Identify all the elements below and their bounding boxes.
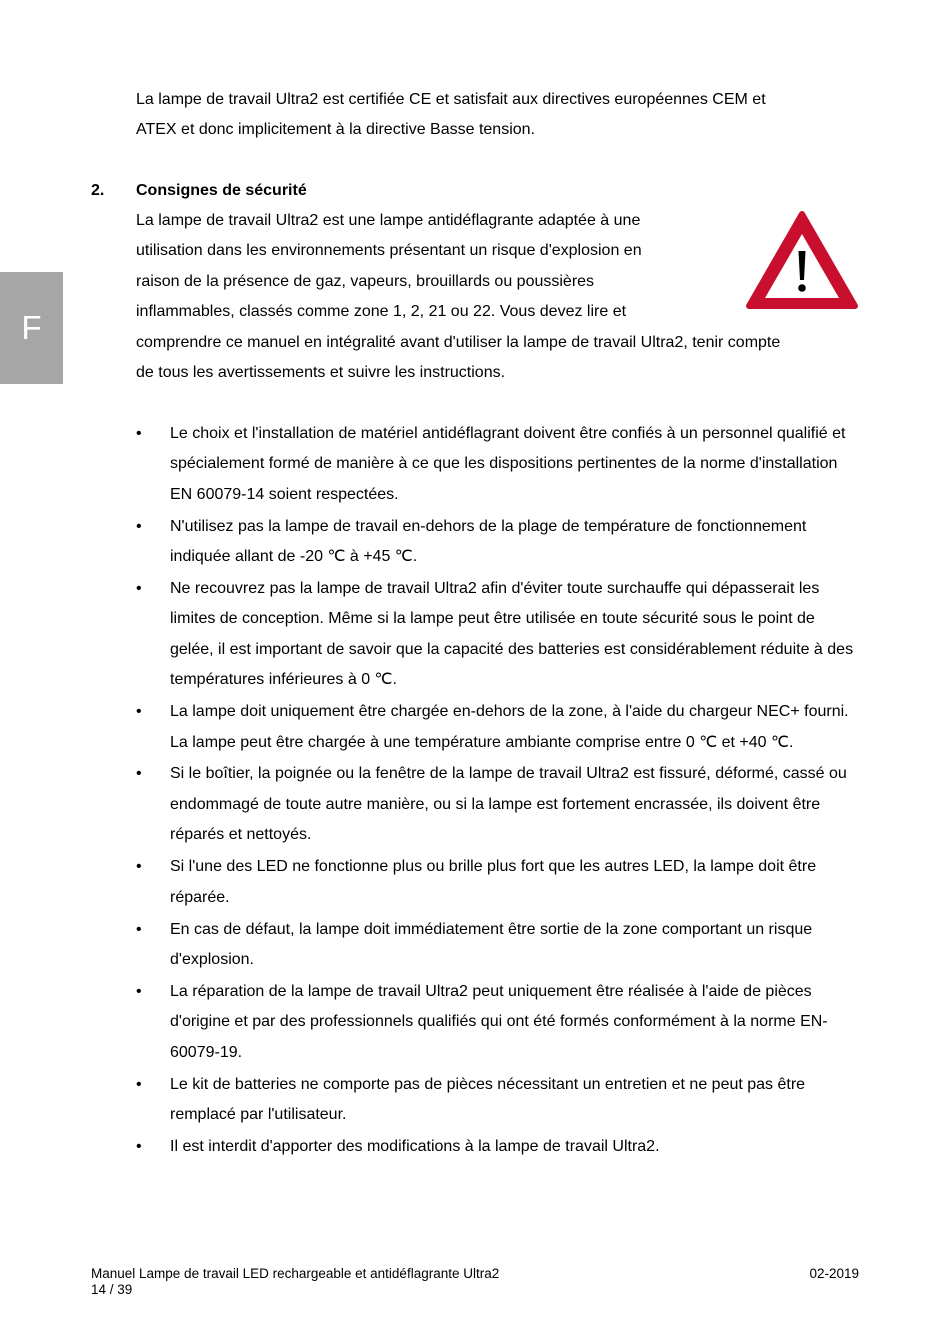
- safety-line: inflammables, classés comme zone 1, 2, 21 ou 22. Vous devez lire et: [136, 303, 627, 321]
- bullet-icon: •: [136, 703, 142, 721]
- list-item: [136, 1132, 861, 1162]
- safety-line: La lampe de travail Ultra2 est une lampe antidéflagrante adaptée à une: [136, 212, 641, 229]
- safety-bullet-list: [136, 419, 861, 1164]
- chapter-tab: [0, 272, 63, 384]
- intro-line: La lampe de travail Ultra2 est certifiée CE et satisfait aux directives européennes CEM et: [136, 91, 766, 108]
- list-item: [136, 419, 861, 510]
- list-item-text: N'utilisez pas la lampe de travail en-dehors de la plage de température de fonctionnement indiquée allant de -20 ℃ à +45 ℃.: [170, 517, 807, 566]
- bullet-icon: •: [136, 517, 142, 535]
- list-item-text: Le choix et l'installation de matériel antidéflagrant doivent être confiés à un personnel qualifié et spécialement formé de manière à ce que les dispositions pertinentes de la norme d'installation EN 60079-14 soient respectées.: [170, 425, 846, 503]
- list-item-text: Le kit de batteries ne comporte pas de pièces nécessitant un entretien et ne peut pas être remplacé par l'utilisateur.: [170, 1075, 806, 1123]
- safety-line: raison de la présence de gaz, vapeurs, brouillards ou poussières: [136, 272, 595, 290]
- list-item-text: Si le boîtier, la poignée ou la fenêtre de la lampe de travail Ultra2 est fissuré, déformé, cassé ou endommagé de toute autre manière, ou si la lampe est fortement encrassée, ils doivent être réparés et nettoyés.: [170, 765, 847, 844]
- list-item: [136, 759, 861, 850]
- warning-triangle-icon: [745, 210, 859, 310]
- intro-line: ATEX et donc implicitement à la directive Basse tension.: [136, 121, 535, 139]
- footer-date: 02-2019: [809, 1266, 859, 1281]
- list-item: [136, 852, 861, 913]
- bullet-icon: •: [136, 1075, 142, 1093]
- list-item: [136, 977, 861, 1068]
- bullet-icon: •: [136, 920, 142, 938]
- list-item: [136, 574, 861, 696]
- list-item-text: Ne recouvrez pas la lampe de travail Ultra2 afin d'éviter toute surchauffe qui dépasserait les limites de conception. Même si la lampe peut être utilisée en toute sécurité sous le point de gelée, il est important de savoir que la capacité des batteries est considérablement réduite à des températures inférieures à 0 ℃.: [170, 580, 854, 689]
- list-item-text: Il est interdit d'apporter des modifications à la lampe de travail Ultra2.: [170, 1137, 660, 1155]
- list-item: [136, 915, 861, 976]
- safety-line: comprendre ce manuel en intégralité avant d'utiliser la lampe de travail Ultra2, tenir compte: [136, 333, 781, 351]
- section-number: 2.: [91, 182, 105, 199]
- bullet-icon: •: [136, 580, 142, 598]
- list-item: [136, 697, 861, 758]
- footer-page-number: 14 / 39: [91, 1282, 133, 1297]
- list-item-text: La lampe doit uniquement être chargée en-dehors de la zone, à l'aide du chargeur NEC+ fourni. La lampe peut être chargée à une température ambiante comprise entre 0 ℃ et +40 ℃.: [170, 703, 849, 751]
- list-item-text: Si l'une des LED ne fonctionne plus ou brille plus fort que les autres LED, la lampe doit être réparée.: [170, 858, 817, 906]
- safety-line: de tous les avertissements et suivre les instructions.: [136, 364, 506, 382]
- list-item-text: En cas de défaut, la lampe doit immédiatement être sortie de la zone comportant un risque d'explosion.: [170, 920, 813, 968]
- bullet-icon: •: [136, 858, 142, 876]
- bullet-icon: •: [136, 982, 142, 1000]
- bullet-icon: •: [136, 425, 142, 442]
- bullet-icon: •: [136, 765, 142, 783]
- list-item: [136, 512, 861, 573]
- section-title: Consignes de sécurité: [136, 182, 307, 199]
- footer-left: [91, 1266, 499, 1298]
- chapter-letter: F: [21, 309, 42, 346]
- footer-document-title: Manuel Lampe de travail LED rechargeable et antidéflagrante Ultra2: [91, 1266, 500, 1281]
- list-item-text: La réparation de la lampe de travail Ultra2 peut uniquement être réalisée à l'aide de pièces d'origine et par des professionnels qualifiés qui ont été formés conformément à la norme EN-60079-19.: [170, 982, 828, 1061]
- safety-line: utilisation dans les environnements présentant un risque d'explosion en: [136, 242, 642, 260]
- intro-paragraph: [136, 85, 856, 146]
- list-item: [136, 1070, 861, 1131]
- bullet-icon: •: [136, 1137, 142, 1155]
